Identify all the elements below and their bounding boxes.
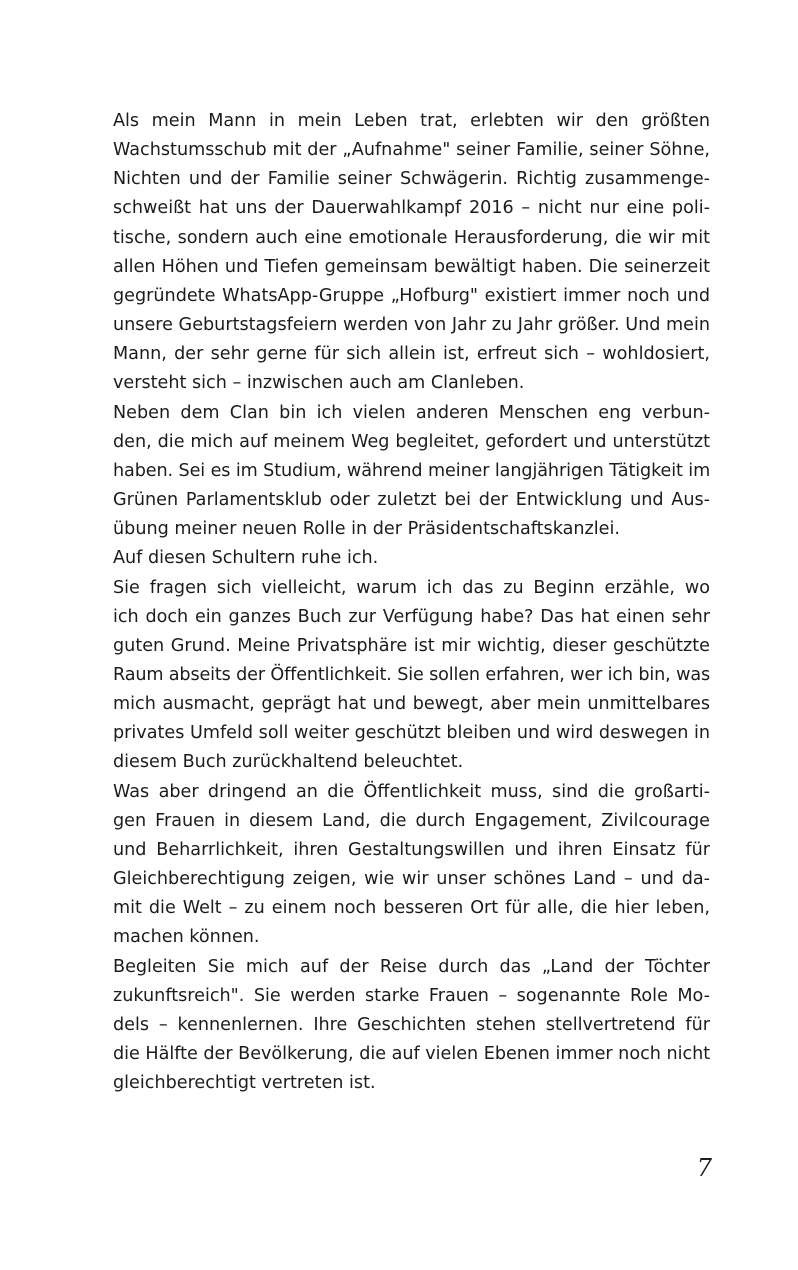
text-line: guten Grund. Meine Privatsphäre ist mir wichtig, dieser geschützte xyxy=(113,635,710,656)
text-line: übung meiner neuen Rolle in der Präsidentschaftskanzlei. xyxy=(113,519,620,540)
text-line: mit die Welt – zu einem noch besseren Ort für alle, die hier leben, xyxy=(113,898,710,919)
text-line: unsere Geburtstagsfeiern werden von Jahr zu Jahr größer. Und mein xyxy=(113,315,710,336)
text-line: Sie fragen sich vielleicht, warum ich das zu Beginn erzähle, wo xyxy=(113,577,710,598)
paragraph xyxy=(89,544,710,573)
text-line: privates Umfeld soll weiter geschützt bleiben und wird deswegen in xyxy=(113,723,711,744)
text-line: zukunftsreich". Sie werden starke Frauen – sogenannte Role Mo- xyxy=(113,985,710,1006)
paragraph xyxy=(89,107,710,399)
text-line: machen können. xyxy=(113,927,260,948)
text-line: gegründete WhatsApp-Gruppe „Hofburg" existiert immer noch und xyxy=(113,285,710,306)
page-number: 7 xyxy=(696,1154,712,1182)
text-line: Neben dem Clan bin ich vielen anderen Menschen eng verbun- xyxy=(113,402,710,423)
paragraph xyxy=(89,953,710,1099)
text-line: tische, sondern auch eine emotionale Herausforderung, die wir mit xyxy=(113,227,710,248)
text-line: haben. Sei es im Studium, während meiner langjährigen Tätigkeit im xyxy=(113,460,711,481)
paragraph xyxy=(89,399,710,545)
text-line: Auf diesen Schultern ruhe ich. xyxy=(113,548,379,569)
text-line: die Hälfte der Bevölkerung, die auf vielen Ebenen immer noch nicht xyxy=(113,1044,711,1064)
text-line: Begleiten Sie mich auf der Reise durch das „Land der Töchter xyxy=(113,956,710,977)
text-line: den, die mich auf meinem Weg begleitet, gefordert und unterstützt xyxy=(113,431,710,452)
text-line: schweißt hat uns der Dauerwahlkampf 2016 – nicht nur eine poli- xyxy=(113,198,710,219)
paragraph xyxy=(89,574,710,778)
text-line: mich ausmacht, geprägt hat und bewegt, aber mein unmittelbares xyxy=(113,694,710,715)
text-line: Was aber dringend an die Öffentlichkeit muss, sind die großarti- xyxy=(113,781,710,802)
text-line: und Beharrlichkeit, ihren Gestaltungswillen und ihren Einsatz für xyxy=(113,839,710,860)
text-line: ich doch ein ganzes Buch zur Verfügung habe? Das hat einen sehr xyxy=(113,606,710,627)
text-line: versteht sich – inzwischen auch am Clanleben. xyxy=(113,373,525,394)
text-line: Grünen Parlamentsklub oder zuletzt bei der Entwicklung und Aus- xyxy=(113,490,710,511)
paragraph xyxy=(89,778,710,953)
body-text xyxy=(89,107,710,1098)
text-line: Mann, der sehr gerne für sich allein ist, erfreut sich – wohldosiert, xyxy=(113,344,710,365)
text-line: Raum abseits der Öffentlichkeit. Sie sollen erfahren, wer ich bin, was xyxy=(113,664,710,685)
text-line: dels – kennenlernen. Ihre Geschichten stehen stellvertretend für xyxy=(113,1014,710,1035)
text-line: gleichberechtigt vertreten ist. xyxy=(113,1073,376,1094)
text-line: Wachstumsschub mit der „Aufnahme" seiner Familie, seiner Söhne, xyxy=(113,140,710,161)
text-line: diesem Buch zurückhaltend beleuchtet. xyxy=(113,752,464,773)
text-line: gen Frauen in diesem Land, die durch Engagement, Zivilcourage xyxy=(113,810,710,831)
text-line: allen Höhen und Tiefen gemeinsam bewältigt haben. Die seinerzeit xyxy=(113,256,710,277)
text-line: Gleichberechtigung zeigen, wie wir unser schönes Land – und da- xyxy=(113,869,710,890)
text-line: Als mein Mann in mein Leben trat, erlebten wir den größten xyxy=(113,111,710,131)
text-line: Nichten und der Familie seiner Schwägerin. Richtig zusammenge- xyxy=(113,169,710,190)
